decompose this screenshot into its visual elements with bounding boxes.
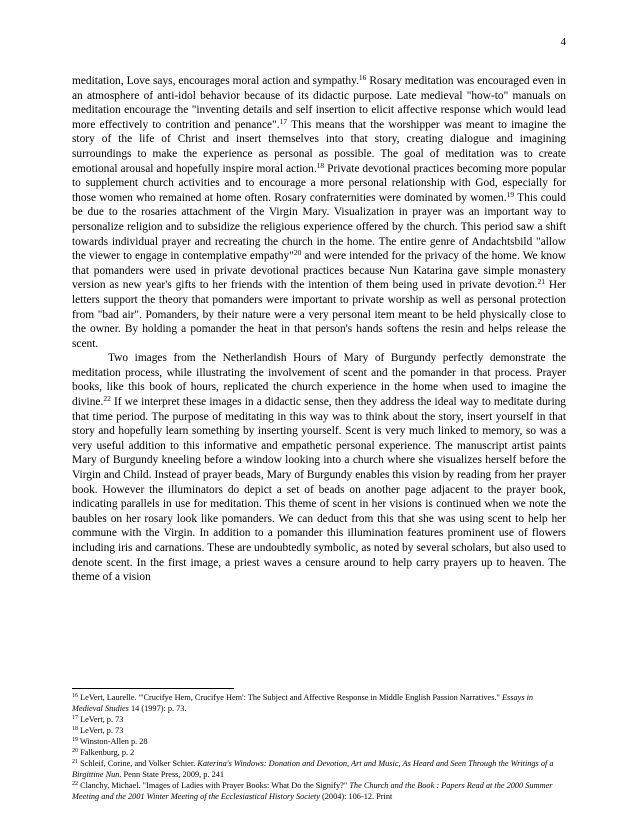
footnote-text: . Penn State Press, 2009, p. 241 bbox=[119, 770, 225, 779]
footnote bbox=[72, 780, 566, 802]
footnote bbox=[72, 736, 566, 747]
footnote-number: 21 bbox=[72, 759, 78, 765]
footnote-text: Clanchy, Michael. "Images of Ladies with Prayer Books: What Do the Signify?" bbox=[80, 781, 350, 790]
footnote-number: 16 bbox=[72, 693, 78, 699]
footnote-ref: 19 bbox=[506, 189, 515, 199]
footnote-divider bbox=[72, 688, 234, 689]
footnotes bbox=[72, 692, 566, 802]
text-run: If we interpret these images in a didactic sense, then they address the ideal way to meditate during that time period. The purpose of meditating in this way was to think about the story, insert yourself in that story and hopefully learn something by inserting yourself. Scent is very much linked to memory, so was a very useful addition to this informative and empathetic personal experience. The manuscript artist paints Mary of Burgundy kneeling before a window looking into a church where she visualizes herself before the Virgin and Child. Instead of prayer beads, Mary of Burgundy enables this vision by reading from her prayer book. However the illuminators do depict a set of beads on another page adjacent to the prayer book, indicating parallels in use for meditation. This theme of scent in her visions is continued when we note the baubles on her rosary look like pomanders. We can deduct from this that she was using scent to help her commune with the Virgin. In addition to a pomander this illumination features prominent use of flowers including iris and carnations. These are undoubtedly symbolic, as noted by several scholars, but also used to denote scent. In the first image, a priest waves a censure around to help carry prayers up to heaven. The theme of a vision bbox=[72, 396, 566, 584]
footnote-ref: 22 bbox=[103, 394, 111, 404]
footnote bbox=[72, 758, 566, 780]
footnote-text: Winston-Allen p. 28 bbox=[79, 737, 148, 746]
footnote-ref: 21 bbox=[537, 277, 546, 287]
footnote-text: 14 (1997): p. 73. bbox=[128, 704, 187, 713]
footnote-number: 19 bbox=[72, 737, 78, 743]
footnote-text: LeVert, p. 73 bbox=[80, 715, 124, 724]
footnote-text: Essays in Medieval Studies bbox=[72, 693, 534, 713]
footnote-text: Katerina's Windows: Donation and Devotion, Art and Music, As Heard and Seen Through the Writings of a Birgittine Nun bbox=[72, 759, 554, 779]
body-text bbox=[72, 74, 566, 585]
text-run: meditation, Love says, encourages moral action and sympathy. bbox=[72, 75, 359, 87]
text-run: Rosary meditation was encouraged even in an atmosphere of anti-idol behavior because of its didactic purpose. Late medieval "how-to" manuals on meditation encourage the "inventing details and self insertion to elicit affective response which would lead more effectively to contrition and penance". bbox=[72, 75, 566, 131]
footnote-text: Falkenburg, p. 2 bbox=[80, 748, 135, 757]
footnote-text: The Church and the Book : Papers Read at the 2000 Summer Meeting and the 2001 Winter Meeting of the Ecclesiastical History Society bbox=[72, 781, 553, 801]
text-run: Two images from the Netherlandish Hours of Mary of Burgundy perfectly demonstrate the meditation process, while illustrating the involvement of scent and the pomander in that process. Prayer books, like this book of hours, replicated the church experience in the home when used to imagine the divine. bbox=[72, 352, 566, 409]
text-run: and were intended for the privacy of the home. We know that pomanders were used in private devotional practices because Nun Katarina gave simple monastery version as new year's gifts to her friends with the intention of them being used in private devotion. bbox=[72, 250, 566, 292]
page-number: 4 bbox=[560, 36, 566, 48]
footnote bbox=[72, 725, 566, 736]
footnote bbox=[72, 714, 566, 725]
footnote-ref: 20 bbox=[293, 248, 302, 258]
paragraph bbox=[72, 351, 566, 585]
text-run: This could be due to the rosaries attachment of the Virgin Mary. Visualization in prayer was an important way to personalize religion and to subsidize the religious experience offered by the church. This period saw a shift towards individual prayer and recreating the church in the home. The entire genre of Andachtsbild "allow the viewer to engage in contemplative empathy" bbox=[72, 191, 566, 263]
footnote-number: 22 bbox=[72, 781, 78, 787]
footnote-number: 17 bbox=[72, 715, 78, 721]
footnote-number: 20 bbox=[72, 748, 78, 754]
footnote-text: Schleif, Corine, and Volker Schier. bbox=[80, 759, 198, 768]
footnote bbox=[72, 747, 566, 758]
footnote-text: LeVert, Laurelle. "'Crucifye Hem, Crucifye Hem': The Subject and Affective Response in Middle English Passion Narratives." bbox=[80, 693, 502, 702]
footnote-text: (2004): 106-12. Print bbox=[319, 792, 393, 801]
text-run: This means that the worshipper was meant to imagine the story of the life of Christ and insert themselves into that story, creating dialogue and imagining surroundings to make the experience as personal as possible. The goal of meditation was to create emotional arousal and hopefully inspire moral action. bbox=[72, 118, 566, 175]
text-run: Private devotional practices becoming more popular to supplement church activities and to encourage a more personal relationship with God, especially for those women who remained at home often. Rosary confraternities were dominated by women. bbox=[72, 162, 566, 204]
paragraph bbox=[72, 74, 566, 351]
footnote-ref: 16 bbox=[358, 73, 367, 82]
text-run: Her letters support the theory that pomanders were important to private worship as well as personal protection from "bad air". Pomanders, by their nature were a very personal item meant to be held physically close to the owner. By holding a pomander the heat in that person's hands softens the resin and helps release the scent. bbox=[72, 279, 566, 350]
footnote-number: 18 bbox=[72, 726, 78, 732]
footnote-ref: 18 bbox=[316, 160, 325, 170]
footnote bbox=[72, 692, 566, 714]
footnote-text: LeVert, p. 73 bbox=[80, 726, 124, 735]
footnote-ref: 17 bbox=[279, 116, 288, 126]
